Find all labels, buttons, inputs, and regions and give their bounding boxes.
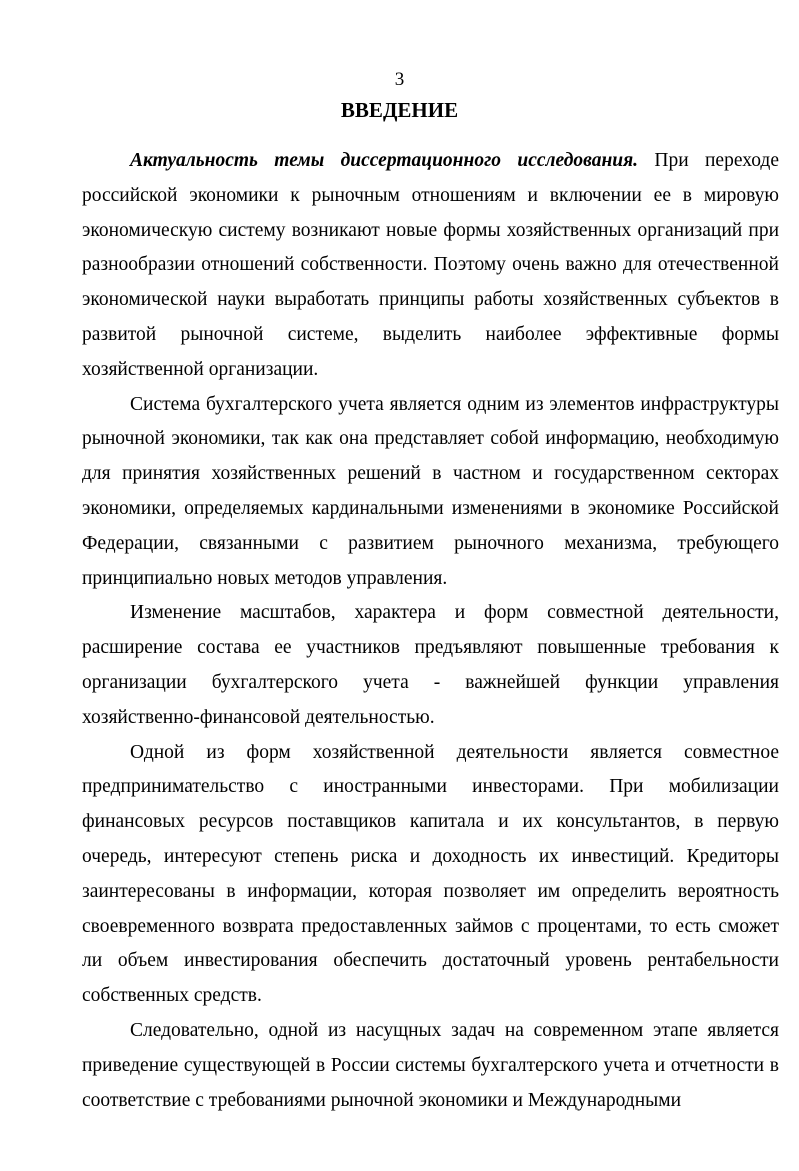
section-heading: ВВЕДЕНИЕ bbox=[340, 98, 459, 122]
paragraph-conclusion: Следовательно, одной из насущных задач на современном этапе является приведение существующей в России системы бухгалтерского учета и отчетности в соответствие с требованиями рыночной экономики и Международными bbox=[82, 1019, 779, 1111]
paragraph-accounting-system: Система бухгалтерского учета является одним из элементов инфраструктуры рыночной экономики, так как она представляет собой информацию, необходимую для принятия хозяйственных решений в частном и государственном секторах экономики, определяемых кардинальными изменениями в экономике Российской Федерации, связанными с развитием рыночного механизма, требующего принципиально новых методов управления. bbox=[82, 393, 779, 589]
body-text bbox=[82, 144, 779, 1118]
paragraph-text: При переходе российской экономики к рыночным отношениям и включении ее в мировую экономическую систему возникают новые формы хозяйственных организаций при разнообразии отношений собственности. Поэтому очень важно для отечественной экономической науки выработать принципы работы хозяйственных субъектов в развитой рыночной системе, выделить наиболее эффективные формы хозяйственной организации. bbox=[82, 150, 780, 380]
page-number: 3 bbox=[394, 69, 405, 90]
paragraph-lead: Актуальность темы диссертационного исследования. bbox=[130, 150, 639, 171]
paragraph-joint-activity: Изменение масштабов, характера и форм совместной деятельности, расширение состава ее участников предъявляют повышенные требования к организации бухгалтерского учета - важнейшей функции управления хозяйственно-финансовой деятельностью. bbox=[82, 602, 779, 728]
paragraph-foreign-investors: Одной из форм хозяйственной деятельности является совместное предпринимательство с иностранными инвесторами. При мобилизации финансовых ресурсов поставщиков капитала и их консультантов, в первую очередь, интересуют степень риска и доходность их инвестиций. Кредиторы заинтересованы в информации, которая позволяет им определить вероятность своевременного возврата предоставленных займов с процентами, то есть сможет ли объем инвестирования обеспечить достаточный уровень рентабельности собственных средств. bbox=[82, 741, 779, 1007]
paragraph-relevance bbox=[82, 144, 779, 388]
